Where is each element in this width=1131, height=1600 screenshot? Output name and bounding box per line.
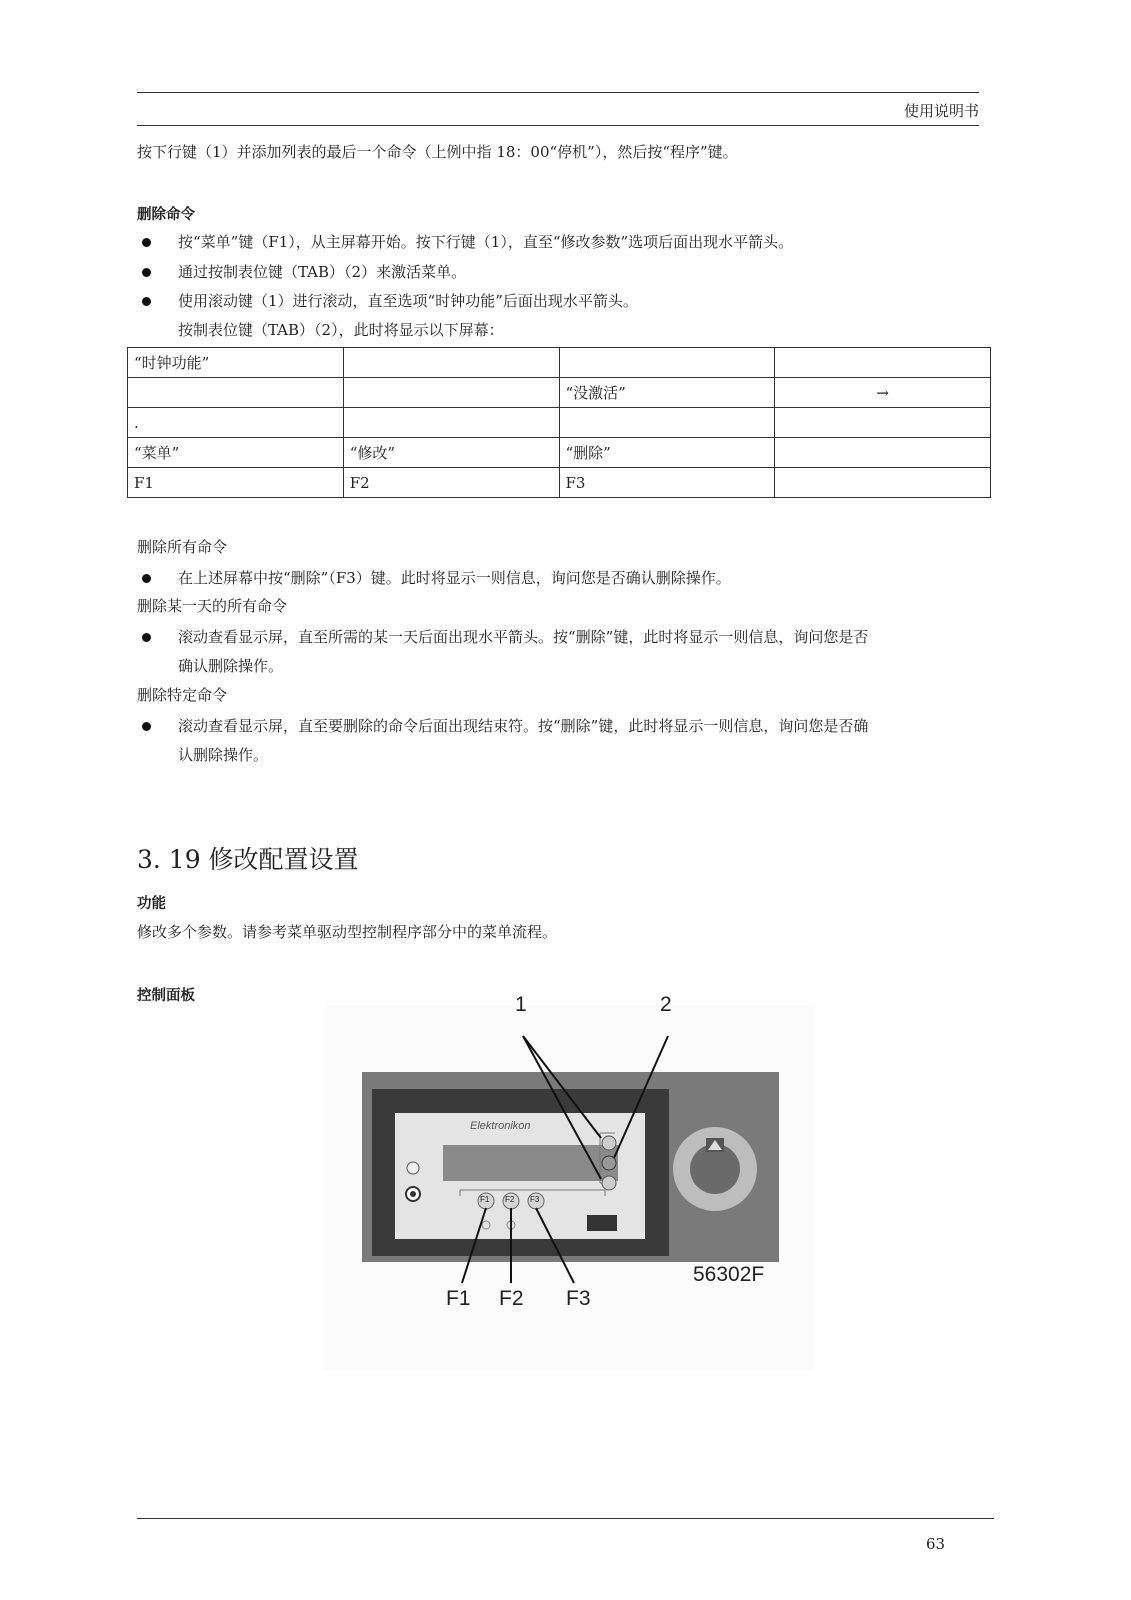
brand-logo — [587, 1215, 617, 1231]
control-panel-figure — [325, 993, 813, 1370]
delete-day-bullet-line1: 滚动查看显示屏，直至所需的某一天后面出现水平箭头。按“删除”键，此时将显示一则信息，询问您是否 — [178, 628, 869, 646]
table-cell — [559, 408, 775, 438]
figure-code: 56302F — [693, 1263, 765, 1286]
section-title: 3. 19 修改配置设置 — [137, 845, 359, 874]
delete-bullet-1: 按“菜单”键（F1），从主屏幕开始。按下行键（1），直至“修改参数”选项后面出现水平箭头。 — [178, 233, 794, 251]
callout-1-label: 1 — [515, 993, 527, 1016]
f3-label: F3 — [566, 1287, 591, 1310]
delete-continuation: 按制表位键（TAB）（2），此时将显示以下屏幕： — [178, 321, 504, 339]
delete-heading: 删除命令 — [137, 207, 195, 223]
table-cell: “删除” — [559, 438, 775, 468]
delete-day-heading: 删除某一天的所有命令 — [137, 597, 288, 615]
function-text: 修改多个参数。请参考菜单驱动型控制程序部分中的菜单流程。 — [137, 923, 558, 941]
table-cell — [775, 348, 991, 378]
delete-day-bullet-line2: 确认删除操作。 — [178, 657, 284, 675]
bullet-dot — [142, 297, 151, 306]
table-cell: F1 — [128, 468, 344, 498]
table-row — [128, 468, 991, 498]
table-cell: “时钟功能” — [128, 348, 344, 378]
intro-paragraph: 按下行键（1）并添加列表的最后一个命令（上例中指 18：00“停机”），然后按“程序”键。 — [137, 143, 738, 161]
delete-bullet-2: 通过按制表位键（TAB）（2）来激活菜单。 — [178, 263, 467, 281]
table-row — [128, 378, 991, 408]
table-cell: “菜单” — [128, 438, 344, 468]
page-number: 63 — [926, 1535, 946, 1553]
table-cell — [343, 348, 559, 378]
brand-name: Elektronikon — [470, 1120, 531, 1132]
start-icon — [407, 1162, 419, 1174]
table-cell: F3 — [559, 468, 775, 498]
header-rule-bottom — [137, 125, 979, 126]
table-row — [128, 408, 991, 438]
delete-all-bullet: 在上述屏幕中按“删除”（F3）键。此时将显示一则信息，询问您是否确认删除操作。 — [178, 569, 731, 587]
delete-specific-bullet-line1: 滚动查看显示屏，直至要删除的命令后面出现结束符。按“删除”键，此时将显示一则信息，询问您是否确 — [178, 717, 869, 735]
callout-2-label: 2 — [660, 993, 672, 1016]
key-f3-label: F3 — [530, 1195, 540, 1204]
bullet-dot — [142, 722, 151, 731]
delete-all-heading: 删除所有命令 — [137, 538, 228, 556]
bullet-dot — [142, 633, 151, 642]
table-cell — [775, 468, 991, 498]
table-cell — [343, 408, 559, 438]
delete-bullet-3: 使用滚动键（1）进行滚动，直至选项“时钟功能”后面出现水平箭头。 — [178, 292, 638, 310]
table-cell — [128, 378, 344, 408]
table-row — [128, 438, 991, 468]
table-cell: . — [128, 408, 344, 438]
f2-label: F2 — [499, 1287, 524, 1310]
key-f1-label: F1 — [480, 1195, 490, 1204]
control-panel-drawing — [325, 1005, 813, 1370]
table-cell — [559, 348, 775, 378]
key-f2-label: F2 — [505, 1195, 515, 1204]
footer-rule — [137, 1518, 994, 1519]
table-cell — [775, 438, 991, 468]
up-arrow-icon — [602, 1136, 616, 1150]
table-cell — [343, 378, 559, 408]
delete-specific-heading: 删除特定命令 — [137, 686, 228, 704]
table-cell: “修改” — [343, 438, 559, 468]
screen-table — [127, 347, 991, 498]
down-arrow-icon — [602, 1176, 616, 1190]
bullet-dot — [142, 268, 151, 277]
function-heading: 功能 — [137, 896, 166, 912]
table-cell: F2 — [343, 468, 559, 498]
bullet-dot — [142, 238, 151, 247]
f1-label: F1 — [446, 1287, 471, 1310]
table-cell: “没激活” — [559, 378, 775, 408]
panel-heading: 控制面板 — [137, 988, 195, 1004]
bullet-dot — [142, 574, 151, 583]
right-arrow-icon: → — [775, 378, 991, 408]
table-cell — [775, 408, 991, 438]
tab-icon — [602, 1156, 616, 1170]
header-title: 使用说明书 — [903, 102, 979, 120]
header-rule-top — [137, 92, 979, 93]
table-row — [128, 348, 991, 378]
delete-specific-bullet-line2: 认删除操作。 — [178, 746, 269, 764]
